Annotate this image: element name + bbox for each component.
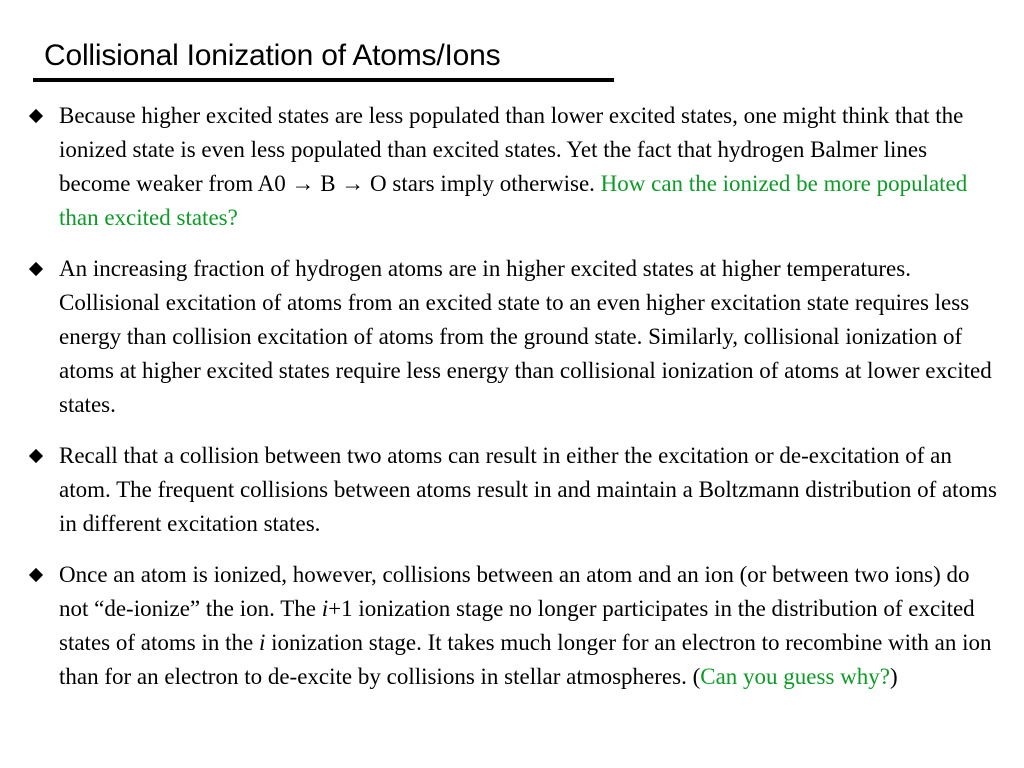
bullet-text-part: Once an atom is ionized, however, collisions between an atom and an ion (or between two ions) do not “de-ionize” the ion. The xyxy=(59,562,970,621)
bullet-text-part: ) xyxy=(889,664,898,689)
bullet-item-4 xyxy=(24,558,1004,694)
bullet-text: Because higher excited states are less populated than lower excited states, one might think that the ionized state is even less populated than excited states. Yet the fact that hydrogen Balmer lines become weaker from A0 → B → O stars imply otherwise. xyxy=(59,103,964,196)
diamond-bullet-icon xyxy=(29,262,43,276)
green-question: Can you guess why? xyxy=(700,664,890,689)
bullet-item-3 xyxy=(24,439,1004,541)
diamond-bullet-icon xyxy=(29,449,43,463)
green-question: How can the ionized be more populated than excited states? xyxy=(59,171,968,230)
diamond-bullet-icon xyxy=(29,568,43,582)
bullet-item-1 xyxy=(24,99,1004,235)
bullet-item-2 xyxy=(24,252,1004,422)
bullet-list xyxy=(24,99,1004,694)
bullet-text-part: ionization stage. It takes much longer for an electron to recombine with an ion than for an electron to de-excite by collisions in stellar atmospheres. ( xyxy=(59,630,992,689)
diamond-bullet-icon xyxy=(29,109,43,123)
italic-i: i xyxy=(258,630,266,655)
italic-i: i xyxy=(321,596,329,621)
bullet-text-part: +1 ionization stage no longer participates in the distribution of excited states of atoms in the xyxy=(59,596,975,655)
title-underline xyxy=(33,78,614,82)
slide-title: Collisional Ionization of Atoms/Ions xyxy=(44,39,501,72)
bullet-text: An increasing fraction of hydrogen atoms are in higher excited states at higher temperatures. Collisional excitation of atoms from an excited state to an even higher excitation state requires less energy than collision excitation of atoms from the ground state. Similarly, collisional ionization of atoms at higher excited states require less energy than collisional ionization of atoms at lower excited states. xyxy=(59,256,992,417)
bullet-text: Recall that a collision between two atoms can result in either the excitation or de-excitation of an atom. The frequent collisions between atoms result in and maintain a Boltzmann distribution of atoms in different excitation states. xyxy=(59,443,997,536)
